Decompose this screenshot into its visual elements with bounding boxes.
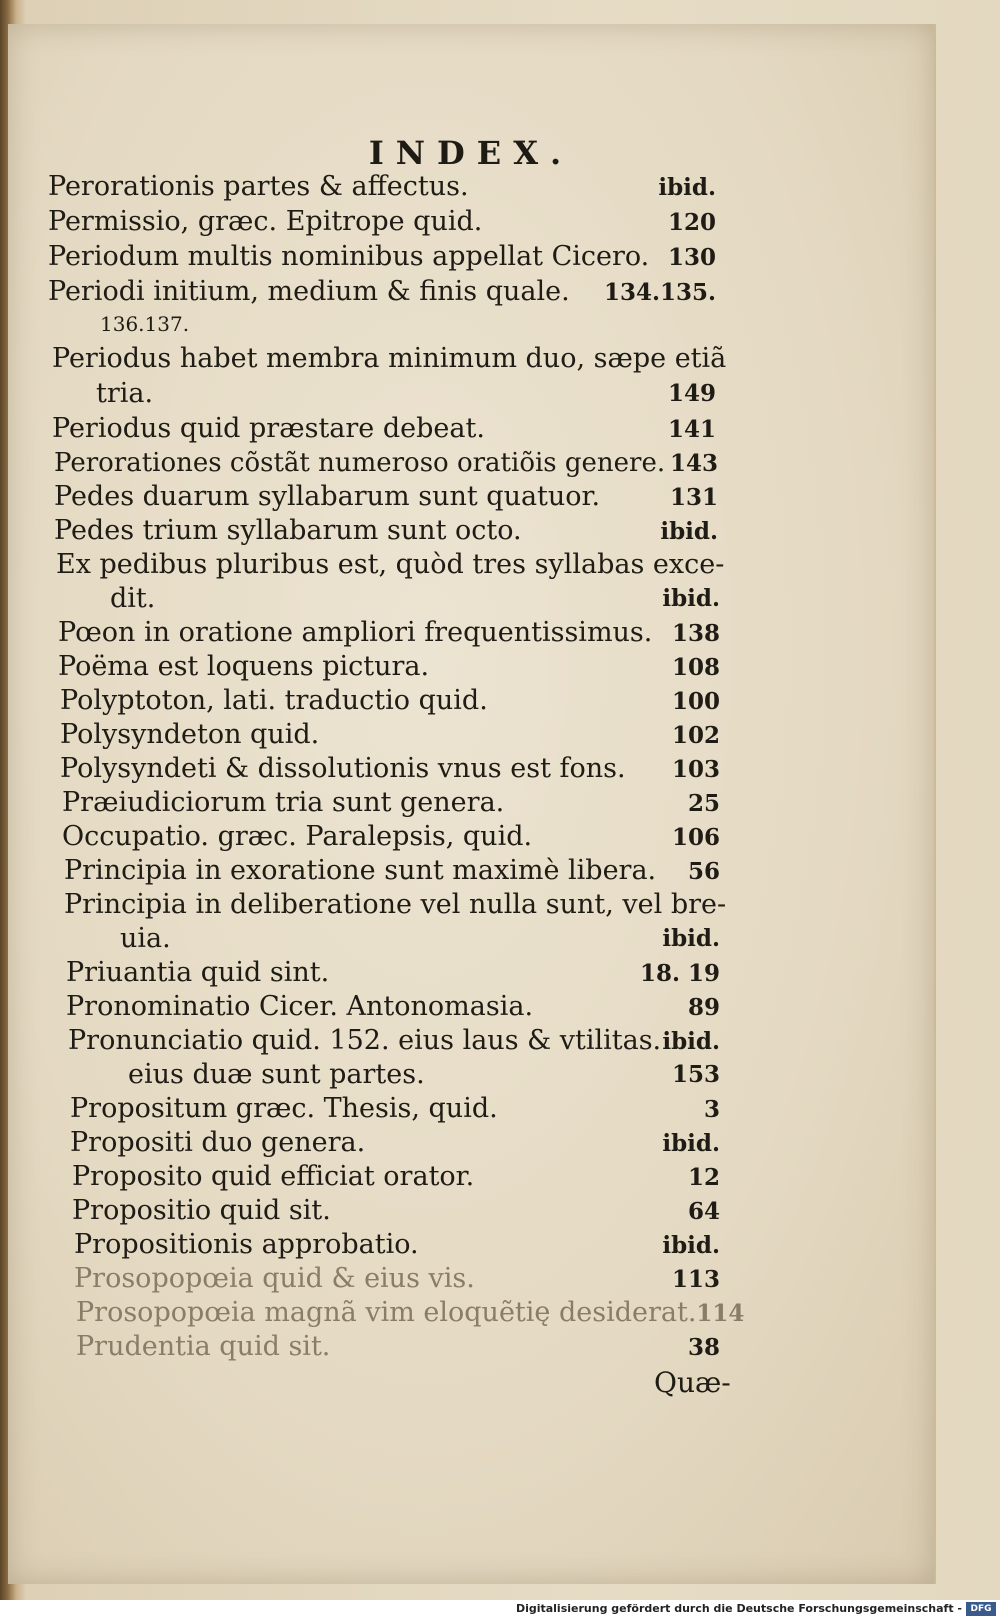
index-entry: Propositio quid sit. 64 (72, 1195, 720, 1226)
index-entry: Periodus quid præstare debeat. 141 (52, 413, 716, 444)
index-entry: Prosopopœia quid & eius vis. 113 (74, 1263, 720, 1294)
index-entry: Pronunciatio quid. 152. eius laus & vtilitas. ibid. (68, 1025, 720, 1056)
index-entry: Proposito quid efficiat orator. 12 (72, 1161, 720, 1192)
index-entries (8, 24, 934, 1584)
index-entry: Propositum græc. Thesis, quid. 3 (70, 1093, 720, 1124)
index-entry: Periodus habet membra minimum duo, sæpe etiã (52, 343, 727, 374)
dfg-logo: DFG (966, 1602, 996, 1616)
index-entry: Periodi initium, medium & finis quale. 134.135. (48, 276, 716, 307)
index-entry-continuation: 136.137. (100, 312, 190, 336)
index-entry: Propositionis approbatio. ibid. (74, 1229, 720, 1260)
index-entry: Polysyndeti & dissolutionis vnus est fons. 103 (60, 753, 720, 784)
index-entry: Præiudiciorum tria sunt genera. 25 (62, 787, 720, 818)
index-entry: Polyptoton, lati. traductio quid. 100 (60, 685, 720, 716)
index-entry-continuation: uia. ibid. (120, 923, 720, 954)
index-entry: Perorationis partes & affectus. ibid. (48, 171, 716, 202)
page-header: INDEX. (368, 134, 574, 172)
index-entry: Propositi duo genera. ibid. (70, 1127, 720, 1158)
index-entry: Principia in deliberatione vel nulla sunt, vel bre- (64, 889, 727, 920)
index-entry: Occupatio. græc. Paralepsis, quid. 106 (62, 821, 720, 852)
book-page (8, 24, 936, 1584)
funding-notice: Digitalisierung gefördert durch die Deutsche Forschungsgemeinschaft - (515, 1602, 962, 1615)
index-entry: Pedes trium syllabarum sunt octo. ibid. (54, 515, 718, 546)
index-entry: Principia in exoratione sunt maximè libera. 56 (64, 855, 720, 886)
index-entry: Pronominatio Cicer. Antonomasia. 89 (66, 991, 720, 1022)
index-entry: Priuantia quid sint. 18. 19 (66, 957, 720, 988)
index-entry-continuation: eius duæ sunt partes. 153 (128, 1059, 720, 1090)
footer-bar (0, 1600, 1000, 1619)
index-entry: Pœon in oratione ampliori frequentissimus. 138 (58, 617, 720, 648)
index-entry: Periodum multis nominibus appellat Cicero. 130 (48, 241, 716, 272)
catchword: Quæ- (654, 1366, 731, 1399)
index-entry-continuation: dit. ibid. (110, 583, 720, 614)
index-entry: Ex pedibus pluribus est, quòd tres syllabas exce- (56, 549, 725, 580)
index-entry: Permissio, græc. Epitrope quid. 120 (48, 206, 716, 237)
index-entry: Prudentia quid sit. 38 (76, 1331, 720, 1362)
index-entry-continuation: tria. 149 (96, 378, 716, 409)
index-entry: Prosopopœia magnã vim eloquẽtię desiderat. 114 (76, 1297, 745, 1328)
index-entry: Pedes duarum syllabarum sunt quatuor. 131 (54, 481, 718, 512)
index-entry: Poëma est loquens pictura. 108 (58, 651, 720, 682)
index-entry: Perorationes cõstãt numeroso oratiõis genere. 143 (54, 448, 718, 478)
index-entry: Polysyndeton quid. 102 (60, 719, 720, 750)
